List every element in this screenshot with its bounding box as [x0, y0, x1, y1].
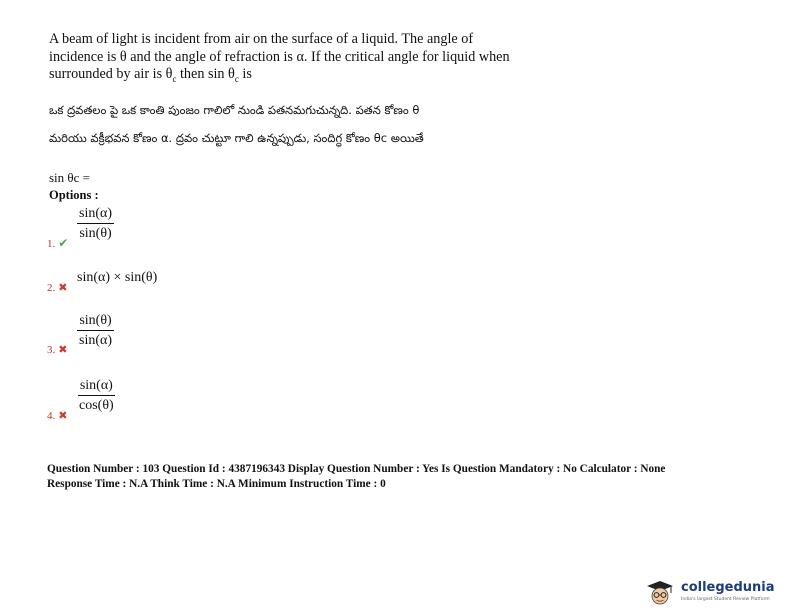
cross-icon: ✖	[58, 344, 68, 356]
option-2-number: 2.	[47, 282, 56, 294]
option-2[interactable]	[47, 281, 67, 294]
option-1-denominator: sin(θ)	[79, 226, 112, 241]
option-1-numerator: sin(α)	[77, 204, 114, 224]
question-text	[49, 31, 589, 88]
options-label: Options :	[49, 188, 99, 202]
option-3-fraction	[77, 311, 114, 350]
question-line-2: incidence is θ and the angle of refraction is α. If the critical angle for liquid when	[49, 48, 510, 65]
option-4-number: 4.	[47, 410, 56, 422]
option-3-denominator: sin(α)	[79, 333, 112, 348]
option-1-fraction	[77, 204, 114, 243]
option-3[interactable]	[47, 343, 67, 356]
option-3-numerator: sin(θ)	[77, 311, 113, 331]
question-stem: sin θc =	[49, 170, 90, 185]
telugu-line-2: మరియు వక్రీభవన కోణం α. ద్రవం చుట్టూ గాలి ఉన్నప్పుడు, సందిగ్ధ కోణం θc అయితే	[49, 131, 424, 145]
telugu-line-1: ఒక ద్రవతలం పై ఒక కాంతి పుంజం గాలిలో నుండి పతనమగుచున్నది. పతన కోణం θ	[49, 103, 420, 117]
option-1-number: 1.	[47, 238, 56, 250]
option-2-expression: sin(α) × sin(θ)	[77, 270, 158, 285]
option-4-fraction	[77, 376, 116, 415]
cross-icon: ✖	[58, 410, 68, 422]
option-4-numerator: sin(α)	[78, 376, 115, 396]
logo-tagline: India's largest Student Review Platform	[681, 597, 770, 602]
logo-title: collegedunia	[681, 580, 775, 595]
option-1[interactable]	[47, 236, 68, 251]
question-line-1: A beam of light is incident from air on the surface of a liquid. The angle of	[49, 31, 474, 47]
option-4-denominator: cos(θ)	[79, 398, 114, 413]
metadata-line-2: Response Time : N.A Think Time : N.A Minimum Instruction Time : 0	[47, 477, 386, 490]
option-3-number: 3.	[47, 344, 56, 356]
cross-icon: ✖	[58, 282, 68, 294]
graduate-mascot-icon	[643, 580, 677, 606]
collegedunia-logo	[643, 580, 788, 606]
metadata-line-1: Question Number : 103 Question Id : 4387196343 Display Question Number : Yes Is Question Mandatory : No Calculator : None	[47, 463, 666, 475]
option-4[interactable]	[47, 409, 67, 422]
question-metadata	[47, 462, 665, 491]
check-icon: ✔	[58, 236, 69, 250]
question-line-3: surrounded by air is $\theta_c$ then $\sin \theta_c$ is	[49, 66, 252, 84]
